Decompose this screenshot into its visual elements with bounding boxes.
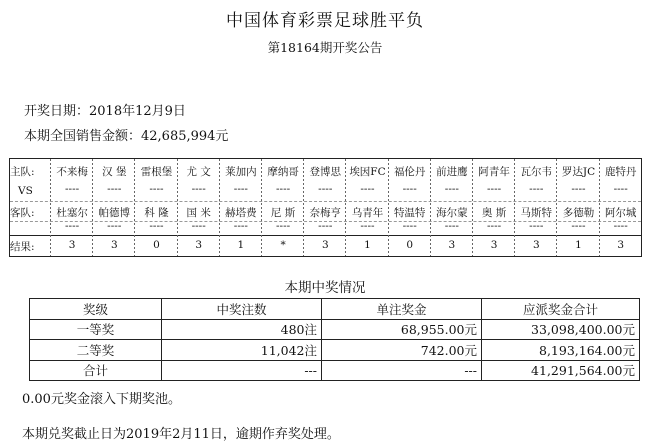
match-result: 3 <box>110 239 118 251</box>
prize-unit: --- <box>322 360 482 381</box>
prize-total: 8,193,164.00元 <box>482 340 640 361</box>
match-column <box>135 159 177 256</box>
away-separator: ---- <box>107 220 122 232</box>
match-result: 0 <box>153 239 160 251</box>
match-result: 3 <box>68 239 76 251</box>
match-column <box>262 159 304 256</box>
prize-col-unit: 单注奖金 <box>322 299 482 320</box>
match-result: 1 <box>237 239 245 251</box>
prize-col-level: 奖级 <box>30 299 162 320</box>
vs-separator: ---- <box>402 183 417 195</box>
away-team: 乌青年 <box>351 207 384 219</box>
prize-section-title: 本期中奖情况 <box>284 280 366 296</box>
match-result: * <box>280 239 286 251</box>
prize-col-count: 中奖注数 <box>162 299 322 320</box>
draw-subtitle: 第18164期开奖公告 <box>267 40 383 55</box>
home-team: 登博思 <box>309 166 342 178</box>
draw-date: 开奖日期：2018年12月9日 <box>24 104 186 119</box>
lottery-title: 中国体育彩票足球胜平负 <box>226 11 424 31</box>
home-team: 鹿特丹 <box>604 166 637 178</box>
match-column <box>51 159 93 256</box>
match-column <box>346 159 388 256</box>
prize-level: 一等奖 <box>30 319 162 340</box>
away-separator: ---- <box>613 220 628 232</box>
home-team: 雷根堡 <box>140 166 173 178</box>
away-separator: ---- <box>191 220 206 232</box>
away-team: 海尔蒙 <box>436 207 468 219</box>
prize-table <box>29 298 640 381</box>
match-result: 3 <box>321 239 329 251</box>
prize-unit: 742.00元 <box>322 340 482 361</box>
result-row-label: 结果: <box>10 241 35 253</box>
prize-total: 41,291,564.00元 <box>482 360 640 381</box>
match-column <box>431 159 473 256</box>
home-team: 阿青年 <box>478 166 510 178</box>
away-separator: ---- <box>402 220 417 232</box>
away-separator: ---- <box>486 220 502 232</box>
match-column <box>557 159 599 256</box>
away-separator: ---- <box>318 220 333 232</box>
home-team: 前进鹰 <box>436 166 468 178</box>
away-separator: ---- <box>360 220 375 232</box>
match-result: 0 <box>406 239 414 251</box>
rollover-note: 0.00元奖金滚入下期奖池。 <box>22 392 181 407</box>
away-separator: ---- <box>444 220 459 232</box>
away-team: 奥 斯 <box>481 207 507 219</box>
prize-row-first <box>30 319 640 340</box>
prize-total: 33,098,400.00元 <box>482 319 640 340</box>
match-result: 3 <box>448 239 456 251</box>
away-row-label: 客队: <box>10 207 35 219</box>
vs-separator: ---- <box>233 183 248 195</box>
vs-separator: ---- <box>613 183 628 195</box>
match-column <box>473 159 515 256</box>
match-result: 3 <box>617 239 625 251</box>
away-team: 尼 斯 <box>270 207 296 219</box>
prize-unit: 68,955.00元 <box>322 319 482 340</box>
deadline-note: 本期兑奖截止日为2019年2月11日，逾期作弃奖处理。 <box>22 427 340 442</box>
away-team: 特温特 <box>393 207 426 219</box>
vs-separator: ---- <box>275 183 291 195</box>
away-separator: ---- <box>149 220 164 232</box>
match-column <box>600 159 642 256</box>
vs-separator: ---- <box>444 183 459 195</box>
vs-separator: ---- <box>107 183 122 195</box>
away-team: 科 隆 <box>144 207 169 219</box>
vs-row-label: VS <box>18 185 33 197</box>
match-result: 3 <box>532 239 540 251</box>
home-team: 尤 文 <box>186 166 211 178</box>
vs-separator: ---- <box>318 183 333 195</box>
prize-header-row <box>30 299 640 320</box>
home-team: 瓦尔韦 <box>520 166 553 178</box>
prize-row-sum <box>30 360 640 381</box>
home-team: 不来梅 <box>56 166 88 178</box>
vs-separator: ---- <box>149 183 164 195</box>
home-row-label: 主队: <box>10 166 35 178</box>
home-team: 莱加内 <box>225 166 257 178</box>
match-column <box>178 159 220 256</box>
away-separator: ---- <box>571 220 586 232</box>
prize-col-total: 应派奖金合计 <box>482 299 640 320</box>
prize-level: 二等奖 <box>30 340 162 361</box>
home-team: 埃因FC <box>349 166 386 178</box>
away-team: 马斯特 <box>520 207 553 219</box>
away-team: 多德勒 <box>562 207 595 219</box>
home-team: 罗达JC <box>561 166 596 178</box>
home-team: 摩纳哥 <box>267 166 299 178</box>
away-team: 帕德博 <box>98 207 131 219</box>
match-result: 1 <box>364 239 371 251</box>
match-column <box>220 159 262 256</box>
prize-count: 480注 <box>162 319 322 340</box>
match-column <box>515 159 557 256</box>
away-separator: ---- <box>529 220 544 232</box>
match-result: 3 <box>195 239 203 251</box>
away-separator: ---- <box>233 220 248 232</box>
home-team: 福伦丹 <box>393 166 426 178</box>
match-column <box>93 159 135 256</box>
vs-separator: ---- <box>571 183 586 195</box>
prize-level: 合计 <box>30 360 162 381</box>
vs-separator: ---- <box>191 183 206 195</box>
vs-separator: ---- <box>486 183 502 195</box>
away-team: 奈梅亨 <box>309 207 342 219</box>
match-column <box>304 159 346 256</box>
away-team: 赫塔费 <box>225 207 257 219</box>
match-column <box>389 159 431 256</box>
match-result: 3 <box>490 239 498 251</box>
away-separator: ---- <box>64 220 80 232</box>
away-separator: ---- <box>275 220 291 232</box>
vs-separator: ---- <box>529 183 544 195</box>
match-table <box>9 158 642 257</box>
match-result: 1 <box>575 239 582 251</box>
home-team: 汉 堡 <box>102 166 127 178</box>
away-team: 国 米 <box>186 207 211 219</box>
vs-separator: ---- <box>64 183 80 195</box>
vs-separator: ---- <box>360 183 375 195</box>
sales-amount: 本期全国销售金额：42,685,994元 <box>24 129 229 144</box>
prize-count: 11,042注 <box>162 340 322 361</box>
prize-row-second <box>30 340 640 361</box>
away-team: 杜塞尔 <box>56 207 88 219</box>
away-team: 阿尔城 <box>604 207 637 219</box>
prize-count: --- <box>162 360 322 381</box>
